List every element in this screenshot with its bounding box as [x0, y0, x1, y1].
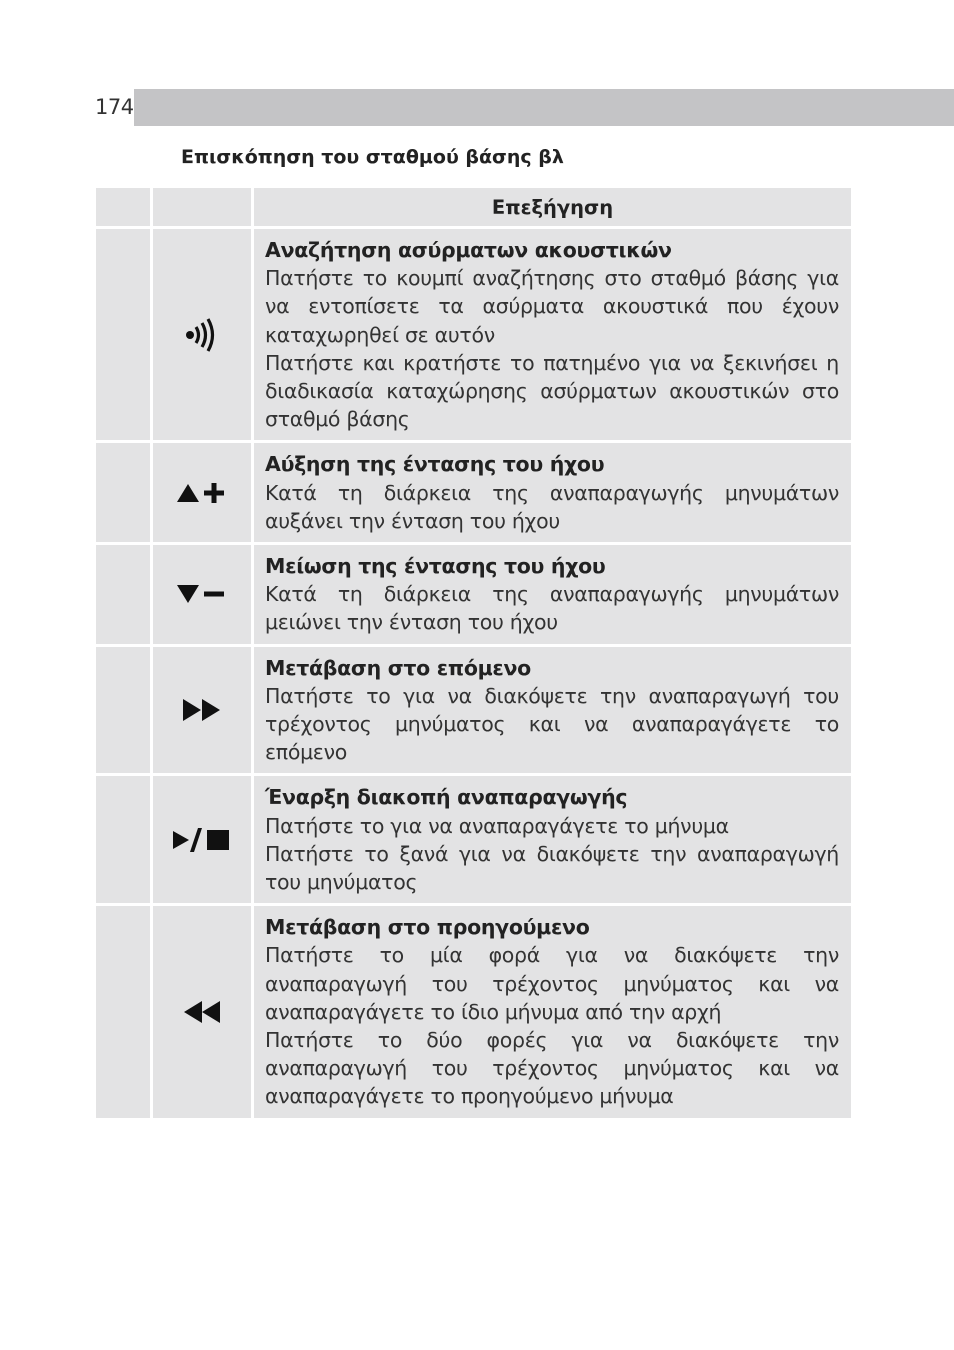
skip-previous-icon: [183, 1000, 221, 1024]
table-row: [96, 229, 851, 440]
base-station-overview-table: [93, 185, 854, 1121]
skip-next-icon: [183, 698, 221, 722]
table-row: [96, 776, 851, 903]
row-text: Κατά τη διάρκεια της αναπαραγωγής μηνυμάτων μειώνει την ένταση του ήχου: [265, 582, 839, 635]
row-title: Μετάβαση στο επόμενο: [265, 655, 531, 680]
section-title: Επισκόπηση του σταθμού βάσης βλ: [181, 146, 564, 168]
row-title: Έναρξη διακοπή αναπαραγωγής: [265, 785, 628, 810]
row-description-cell: [254, 229, 851, 440]
table-row: [96, 647, 851, 774]
header-description-cell: Επεξήγηση: [254, 188, 851, 226]
wireless-search-icon: [184, 318, 220, 352]
volume-down-icon: [177, 583, 227, 605]
row-text: Πατήστε και κρατήστε το πατημένο για να ξεκινήσει η διαδικασία καταχώρησης ασύρματων ακουστικών στο σταθμό βάσης: [265, 350, 839, 432]
row-icon-cell: [153, 906, 251, 1117]
row-icon-cell: [153, 545, 251, 644]
row-number-cell: [96, 647, 150, 774]
row-text: Πατήστε το για να αναπαραγάγετε το μήνυμα: [265, 813, 729, 838]
header-number-cell: [96, 188, 150, 226]
row-text: Πατήστε το για να διακόψετε την αναπαραγωγή του τρέχοντος μηνύματος και να αναπαραγάγετε το επόμενο: [265, 683, 839, 765]
row-description-cell: [254, 443, 851, 542]
volume-up-icon: [177, 482, 227, 504]
row-number-cell: [96, 776, 150, 903]
row-number-cell: [96, 229, 150, 440]
row-icon-cell: [153, 443, 251, 542]
page-header-bar: [95, 89, 954, 126]
row-text: Πατήστε το δύο φορές για να διακόψετε την αναπαραγωγή του τρέχοντος μηνύματος και να αναπαραγάγετε το προηγούμενο μήνυμα: [265, 1028, 839, 1109]
table-header-row: [96, 188, 851, 226]
row-title: Αναζήτηση ασύρματων ακουστικών: [265, 238, 672, 262]
row-icon-cell: [153, 776, 251, 903]
row-description-cell: [254, 545, 851, 644]
row-number-cell: [96, 545, 150, 644]
table-row: [96, 443, 851, 542]
table-row: [96, 906, 851, 1117]
row-description-cell: [254, 776, 851, 903]
row-text: Πατήστε το μία φορά για να διακόψετε την αναπαραγωγή του τρέχοντος μηνύματος και να αναπαραγάγετε το ίδιο μήνυμα από την αρχή: [265, 943, 839, 1024]
row-icon-cell: [153, 647, 251, 774]
row-number-cell: [96, 906, 150, 1117]
row-description-cell: [254, 906, 851, 1117]
row-icon-cell: [153, 229, 251, 440]
header-icon-cell: [153, 188, 251, 226]
page-number: 174: [95, 89, 134, 126]
row-number-cell: [96, 443, 150, 542]
row-title: Μετάβαση στο προηγούμενο: [265, 915, 590, 940]
row-text: Κατά τη διάρκεια της αναπαραγωγής μηνυμάτων αυξάνει την ένταση του ήχου: [265, 480, 839, 533]
row-text: Πατήστε το ξανά για να διακόψετε την αναπαραγωγή του μηνύματος: [265, 841, 839, 895]
play-stop-icon: [173, 827, 231, 853]
row-description-cell: [254, 647, 851, 774]
row-title: Μείωση της έντασης του ήχου: [265, 554, 606, 579]
row-title: Αύξηση της έντασης του ήχου: [265, 452, 605, 477]
table-row: [96, 545, 851, 644]
row-text: Πατήστε το κουμπί αναζήτησης στο σταθμό βάσης για να εντοπίσετε τα ασύρματα ακουστικά που έχουν καταχωρηθεί σε αυτόν: [265, 266, 839, 347]
